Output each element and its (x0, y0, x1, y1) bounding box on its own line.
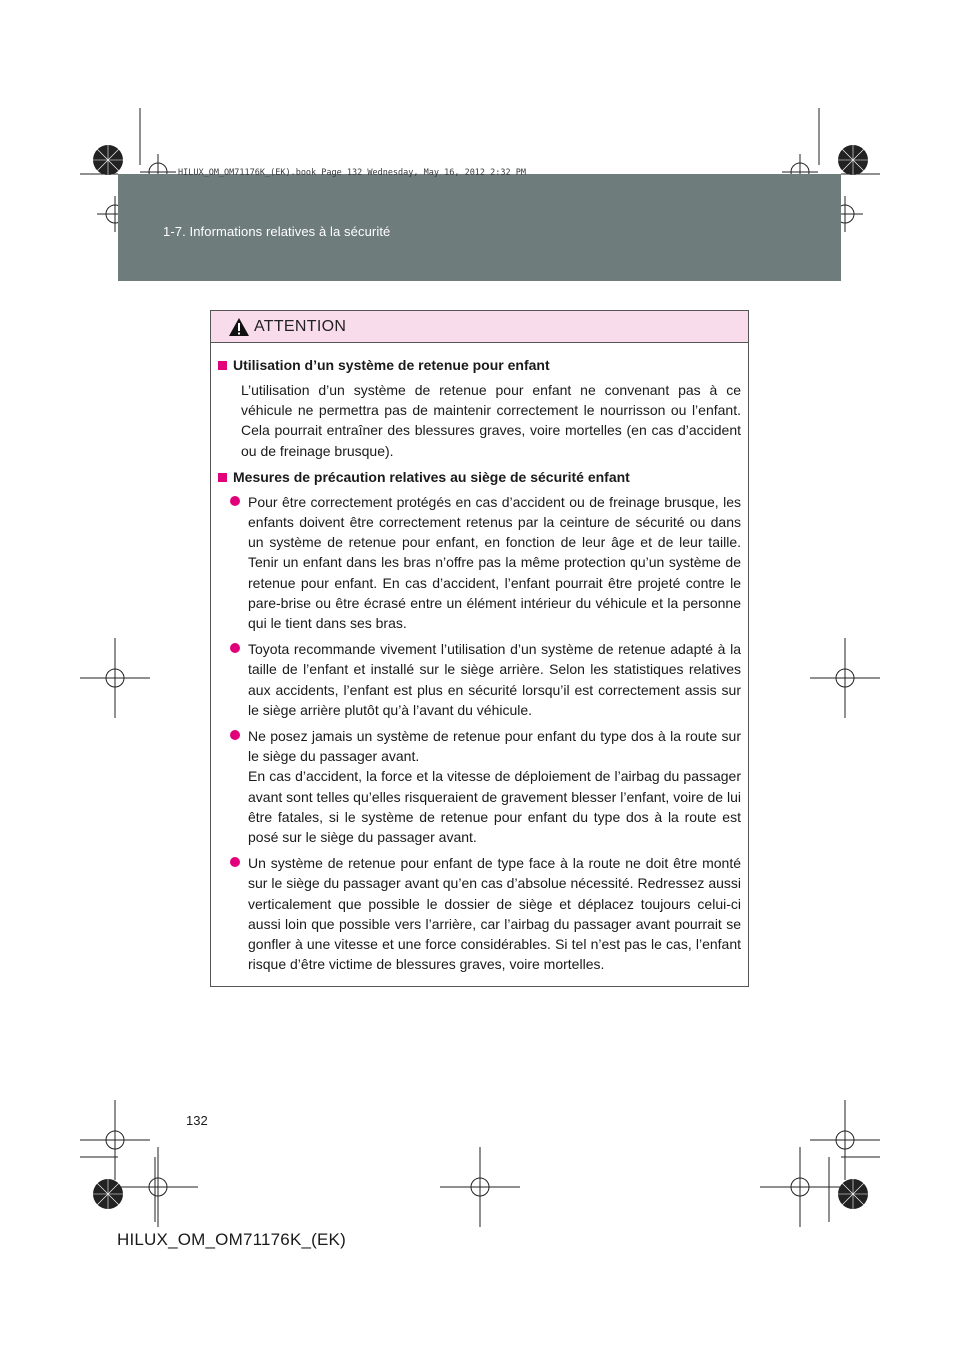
warning-body (211, 343, 748, 974)
list-item-text: Ne posez jamais un système de retenue pour enfant du type dos à la route sur le siège du passager avant. En cas d’accident, la force et la vitesse de déploiement de l’airbag du passager avant sont telles qu’elles risqueraient de gravement blesser l’enfant, voire de lui être fatales, si le système de retenue pour enfant du type dos à la route est posé sur le siège du passager avant. (248, 728, 741, 846)
warning-box (210, 310, 749, 987)
section-title: 1-7. Informations relatives à la sécurité (163, 224, 391, 239)
section-heading-text: Utilisation d’un système de retenue pour enfant (233, 357, 550, 373)
list-item (230, 639, 741, 720)
list-item-text: Pour être correctement protégés en cas d’accident ou de freinage brusque, les enfants doivent être correctement retenus par la ceinture de sécurité ou dans un système de retenue pour enfant, en fonction de leur âge et de leur taille. Tenir un enfant dans les bras n’offre pas la même protection qu’un système de retenue pour enfant. En cas d’accident, l’enfant pourrait être projeté contre le pare-brise ou être écrasé entre un élément intérieur du véhicule et la personne qui le tient dans ses bras. (248, 493, 741, 632)
square-bullet-icon (218, 473, 227, 482)
list-item-text: Toyota recommande vivement l’utilisation d’un système de retenue adapté à la taille de l’enfant et installé sur le siège arrière. Selon les statistiques relatives aux accidents, l’enfant est plus en sécurité lorsqu’il est correctement assis sur le siège arrière plutôt qu’à l’avant du véhicule. (248, 641, 741, 718)
warning-header (211, 311, 748, 343)
section-heading-text: Mesures de précaution relatives au siège de sécurité enfant (233, 468, 630, 485)
list-item-text: Un système de retenue pour enfant de type face à la route ne doit être monté sur le siège du passager avant qu’en cas d’absolue nécessité. Redressez aussi verticalement que possible le dossier de siège et déplacez toujours celui-ci aussi loin que possible vers l’arrière, car l’airbag du passager avant pourrait se gonfler à une vitesse et une force considérables. Si tel n’est pas le cas, l’enfant risque d’être victime de blessures graves, voire mortelles. (248, 855, 741, 973)
section-paragraph: L’utilisation d’un système de retenue pour enfant ne convenant pas à ce véhicule ne permettra pas de maintenir correctement le nourrisson ou l’enfant. Cela pourrait entraîner des blessures graves, voire mortelles (en cas d’accident ou de freinage brusque). (241, 382, 741, 459)
round-bullet-icon (230, 857, 240, 867)
warning-triangle-icon (228, 317, 250, 337)
round-bullet-icon (230, 643, 240, 653)
print-stamp: HILUX_OM_OM71176K_(EK).book Page 132 Wednesday, May 16, 2012 2:32 PM (178, 168, 526, 178)
round-bullet-icon (230, 730, 240, 740)
list-item (230, 492, 741, 633)
list-item (230, 853, 741, 974)
warning-label: ATTENTION (254, 318, 347, 335)
document-code: HILUX_OM_OM71176K_(EK) (117, 1230, 346, 1249)
round-bullet-icon (230, 496, 240, 506)
list-item (230, 726, 741, 847)
section-heading (218, 355, 741, 376)
page-number: 132 (186, 1113, 208, 1128)
square-bullet-icon (218, 361, 227, 370)
section-heading (218, 467, 741, 488)
